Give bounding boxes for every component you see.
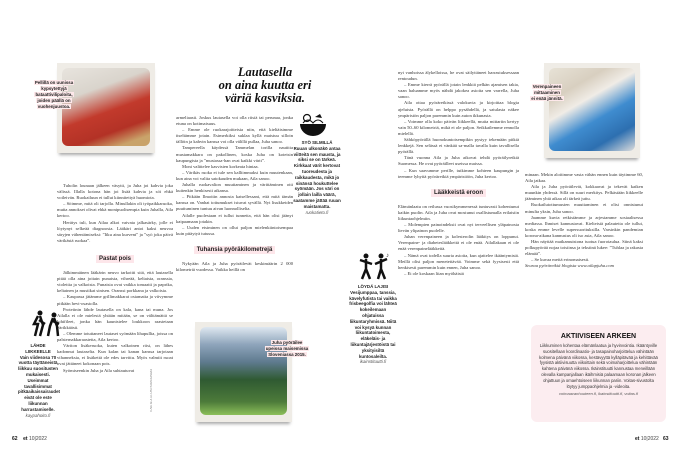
headline: Lautasella on aina kuutta eri väriä kasviksia.	[218, 65, 312, 105]
sidebar-tip: SYÖ SILMILLÄ Ruuan ulkonäkö antaa viitteitä sen mausta, ja siksi se on tärkeä. Kirkkaat värit kertovat tuoreudesta ja raikkaudesta, mikä jo sinänsä houkuttelee syömään. Jos väri on jollain lailla väärä, saatamme jättää ruuan maistamatta. ruokatieto.fi	[293, 140, 341, 215]
photo-credit: KUVA: AILA JA JUHA HAAPAKANGAS	[150, 368, 153, 412]
info-box-title: AKTIIVISEEN ARKEEN	[560, 333, 637, 340]
photo-caption: Pellillä on uunissa kypsytettyjä bataattivilipaloita, joiden päällä on vuohenjuustoa.	[34, 80, 74, 109]
page-footer-right: et 10|2022 63	[635, 436, 669, 442]
article-column-2: armeliaasti. Joskus lautasella voi olla riisiä tai perunaa, jonka etuna on kotimaisuus. – Emme ole ruokarajoitteisia niin, että kieltäisimme itseltämme jotain. Esimerkiksi suklaa kyllä maistuu silloin tällöin ja kahvin kanssa voi olla välillä pullaa, Juha sanoo. Tampereella käydessä Tammelan torilla nautitta mustamakkara on pakollinen, koska Juha on koteisin kaupungista ja ”mustassa-han ovat kaikki värit”. Moni valittelee kasvisten korkeata hintaa. – Värikäs ruoka ei tule sen kalliimmaksi kuin muutenkaan, kun aina voi valita satokauden mukaan, Aila sanoo. Juhalla ruokavalion muuttaminen ja värittäminen otti kuitenkin henkisesti aikansa. – Pitkään Ilmoitin annosta katsellessani, että mitä tämän kanssa on. Vanhat tottumukset istuvat syvällä. Nyt lisukkeiden puuttuminen tuntuu aivan luonnolliselta. Ailalle puolestaan ei tullut tunnetta, että hän olisi jäänyt kaipaamaan jotakin. – Uuden etsiminen on ollut paljon mielenkiintoisempaa kuin pitäytyä tutussa. Tuhansia pyöräkilometrejä Nykyään Aila ja Juha pyöräilevät keskimäärin 2 000 kilometriä vuodessa. Vaikka heillä on	[176, 115, 293, 273]
page-footer-left: 62 et 10|2022	[12, 436, 47, 442]
photo-caption: Verenpaineen mittaaminen ei enää jännitä.	[531, 84, 563, 101]
article-column-1: Tuholin lounaan jälkeen väsytti, ja Juha joi kahvia joka välissä. Illalla kotona hän joi lisää kahvia ja söi ehkä voileivän. Ruokailuun ei tullut kiinnitettyä huomiota. – Söimme, mitä oli tarjolla. Minullakin oli työpaikkaruoka, mutta annokset olivat ehkä monipuolisempia kuin Juhalla, Aila kertoo. Herätys tuli, kun Ailaa alkoi vaivata jalkasärky, jolle ei löytynyt selkeää diagnoosia. Lääkäri antoi kaksi neuvoa säryjen vähentämiseksi: ”Iiku aina kurvent” ja ”syö joka päivä värikästä ruokaa”. Pastat pois Jälkimmäinen lääkärin neuvo tarkoitti sitä, että lautasella pitää olla aina joitain punaista, vihreää, keltaista, oranssia, violettia ja valkoista. Punaisia ovat vaikka tomaatti ja paprika, keltainen ja mustikat sinisen. Oranssi porkkana ja valkoisia. – Kaupassa jätämme grillimakkarat ostamatta ja viivymme pitkään hevi-osastolla. Proteiinin lähde lautasella on kala, kana tai muna. Jos Ailalla ei ole mielestä yhtään mitään, se on välttämättä se lohifileet, jonka hän kaunistelee loukkoon raastetaan värikkäästi. – Olemme totuttaneet lautaset syömään lihapullia, joissa on palsternakkaraastetta, Aila kertoo. Väriton lisäkeruoka, kuten valkoinen riisi, on lähes kadonnut lautaselta. Kun kalan tai kanan kanssa tarjotaan vihanneksia, ei lisäkettä ole edes tarvittu. Myös valmiit ruoat ovat jättäneet kokonaan pois. Syömiseenkin Juha ja Aila suhtautuvat	[57, 183, 173, 373]
salad-bowl-icon	[298, 113, 328, 137]
info-box: AKTIIVISEEN ARKEEN Liikkuminen kohentaa elämänlaatua ja hyvinvointia. Ikääntyville suositellaan koordinaatio- ja tasapainoharjoittelua vähintään kolmena päivänä viikossa, kestävyyttä kylläpitävää ja kehittävää fyysistä aktiivisuutta viikoittain sekä voimaharjoittelua vähintään kahtena päivänä viikossa. Ikäinstituutti kannustaa meneillään olevalla kampanjallaan ikäihmisiä palaamaan koronan jälkeen ohjattuun ja omaehtoiseen liikunnan pariin. Voitas-sivustolta löytyy jumppaohjelmia ja -videoita. voimaavanhuuteen.fi, ikainstituutti.fi, voitas.fi	[531, 325, 666, 422]
walking-people-icon	[30, 310, 64, 338]
subheading: Pastat pois	[96, 255, 134, 263]
article-column-3: nyt vanhoissa älykelloissa, he ovat säilyttäneet harrastuksessaan rentoudun. – Emme kierrä pyörällä jotain lenkkiä pelkän ajamisen takia, vaan haluamme myös nähdä jakokea asioita sen varrella, Juha sanoo. Aila ottaa pyöräretkissä valokuvia ja kirjoittaa blogia ajeluista. Pyörällä on helppo pysähdellä, ja satulasta näkee ympäristön paljon paremmin kuin auton ikkunasta. – Voimme olla koko päivän liikkeellä, mutta mittariin kertyy vain 50–60 kilometriä, mikä ei ole paljon. Seikkailemme rennolla mielellä. Sähköpyörällä huonokuntoisempikin pystyy tekemään pitkiä lenkkejä. Sen selässä ei vänkää sa-malla tavalla kuin tavallisella pyörällä. Tänä vuonna Aila ja Juha aikovat tehdä pyöräilyretkiä Suomessa. He ovat pyöräilleet useissa maissa. – Kun saavumme perille, tutkimme kohteen kaupungin ja teemme lyhyitä pyöräretkiä ympäristöön, Juha kertoo. Lääkkeistä eroon Elämänlaatu on reilussa vuosikymmenessä tuntuvasti kohentunut kaikin puolin. Aila ja Juha ovat mostunut osallistumalla erilaisiin liikuntaohjelmiin. – Molempien painoindeksit ovat nyt terveellisen yläpainosta lievän ylipainon puolelle. Juhan verenpaineen ja kolesterolin lääkitys on loppunut. Verenpaine- ja diabeteslääkkeitä ei ole enää. Ailallakaan ei ole enää verenpainelääkkeitä. – Nämä ovat todella suuria asioita, kun ajattelee ikääntymistä. Meillä olisi paljon menetettävää. Voimme sekä fyysisesti että henkisesti paremmin kuin ennen, Juha sanoo. – Ei ole koskaan liian myöhäistä	[398, 70, 519, 276]
photo-slovenia	[195, 322, 292, 422]
photo-blood-pressure	[544, 63, 640, 158]
dancing-people-icon	[356, 252, 392, 280]
article-column-4: minaan. Mekin aloitimme vasta vähän ennen kuin täytimme 60, Aila jatkaa. Aila ja Juha pyöräilevät, kokkaavat ja tekevät kaiken muunkin yhdessä. Sillä on suuri merkitys. Pelkästään liikkeelle jääminen yhtä aikaa oli tärkeä juttu. Ruokailutottumusten muuttaminen ei olisi onnistunut minulta yksin, Juha sanoo. Jaamme kuvia retkistämme ja arjestamme sosiaalisessa mediassa. Ihmiset kannustavat. Kielteisiä palautetta ole tullut, koska emme levelle supersuorituksilla. Varsinkin pandemian korona-aikana kannustus oli iso asia, Aila sanoo. Hän näyttää matkamuistona tuotua fuorotaulua. Siinä kaksi polkupyörää nojaa toisiinsa ja tekstinä lukee: ”Tuhlaa ja rakasta elämää”. – Se kuvaa meitä erinomaisesti. Seuraa pyöräretkiä blogista www.ailapjuha.com	[525, 172, 643, 269]
photo-caption: Juha pyöräilee upeissa maisemissa Sloveniassa 2015.	[265, 340, 309, 357]
svg-text:♪: ♪	[386, 253, 389, 259]
subheading: Lääkkeistä eroon	[431, 189, 486, 197]
subheading: Tuhansia pyöräkilometrejä	[194, 246, 276, 254]
sidebar-tip: LÄHDE LIIKKEELLE Vain viidesosa 70 vuotta täyttäneistä liikkuu suositusten mukaisesti. Useimmat tavallisimmat pitkäaikaissairaudet eivät ole este liikunnan harrastamiselle. kaypahoito.fi	[18, 343, 60, 418]
sidebar-tip: LÖYDÄ LAJISI Vesijumppaa, tanssia, kävelyfutista tai vaikka frisbeegolfia voi lähteä kokeilemaan ohjatuissa liikuntaryhmissä. Niitä voi kysyä kunnan liikuntatoimesta, eläkeläis- ja liikuntajärjestöistä tai yksityisiltä kuntosaleilta. ikainstituutti.fi	[349, 284, 397, 365]
